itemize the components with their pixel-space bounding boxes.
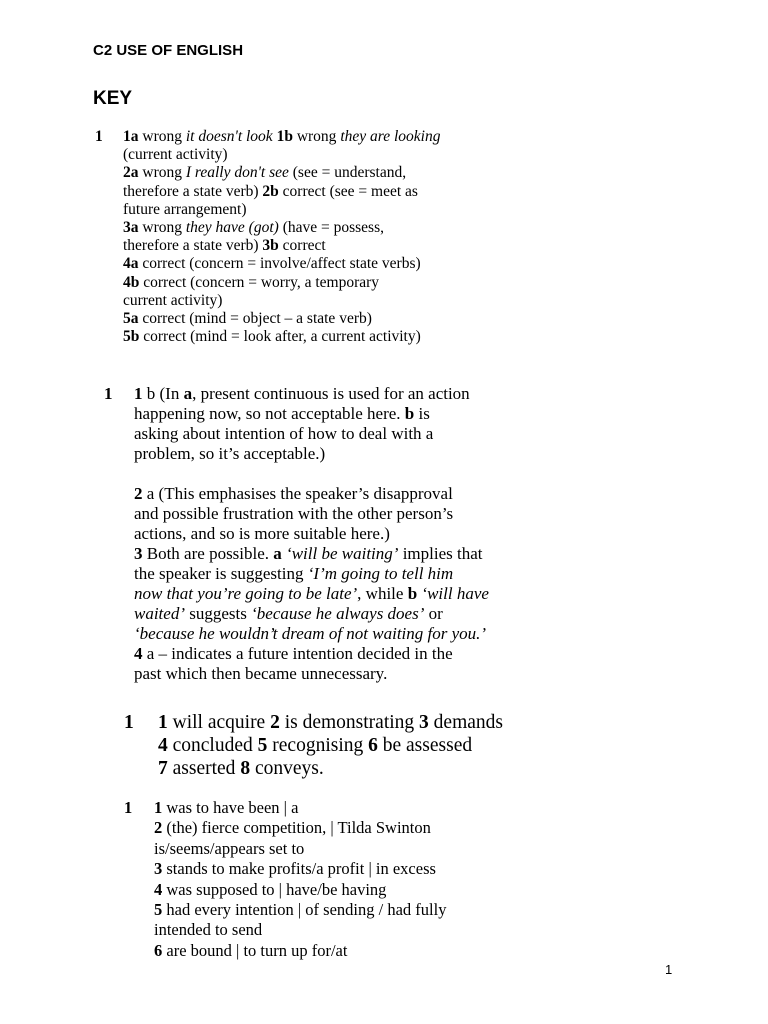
answer-text: , present continuous is used for an action <box>192 384 470 403</box>
answer-label: a <box>183 384 193 403</box>
answer-text: concluded <box>167 735 258 756</box>
answer-text: (current activity) <box>123 146 228 164</box>
answer-label: 4 <box>134 644 143 663</box>
answer-text: asking about intention of how to deal with a <box>134 424 434 443</box>
answer-line <box>134 644 489 664</box>
answer-text: wrong <box>292 128 341 145</box>
answer-label: 3 <box>134 544 143 563</box>
answer-line <box>134 424 489 444</box>
answer-label: 2 <box>154 818 163 838</box>
answer-line <box>134 484 489 504</box>
answer-text: demands <box>428 712 503 733</box>
answer-line <box>134 504 489 524</box>
answer-label: 4a <box>123 255 139 273</box>
answer-line <box>154 920 446 940</box>
answer-text: future arrangement) <box>123 200 247 218</box>
answer-text: are bound | to turn up for/at <box>162 940 348 960</box>
answer-text: correct (mind = look after, a current activity) <box>139 328 421 346</box>
answer-line <box>123 328 440 346</box>
answer-label: 4 <box>158 735 168 756</box>
answer-text: they are looking <box>340 128 441 145</box>
answer-label: 5a <box>123 310 139 328</box>
answer-text: will acquire <box>167 712 271 733</box>
answer-text: was supposed to | have/be having <box>162 879 387 899</box>
answer-text: ‘because he wouldn’t dream of not waiting for you.’ <box>134 624 487 643</box>
answer-text: (see = understand, <box>288 164 407 182</box>
answer-text: therefore a state verb) <box>123 182 263 200</box>
answer-line <box>158 734 503 757</box>
answer-text: or <box>424 604 443 623</box>
answer-text: b (In <box>142 384 184 403</box>
answer-text: ‘I’m going to tell him <box>307 564 454 583</box>
answer-line <box>134 564 489 584</box>
answer-text: asserted <box>167 758 241 779</box>
answer-line <box>123 292 440 310</box>
answer-label: 2 <box>270 712 280 733</box>
answer-label: 6 <box>368 735 378 756</box>
answer-text: was to have been | a <box>162 798 299 817</box>
answer-text: wrong <box>138 164 186 182</box>
answer-label: 5 <box>257 735 268 756</box>
answer-line <box>134 624 489 644</box>
answer-text: wrong <box>138 219 186 237</box>
section-number: 1 <box>104 384 113 403</box>
answer-text: stands to make profits/a profit | in excess <box>162 859 436 879</box>
answer-line <box>123 183 440 201</box>
answer-line <box>158 757 503 780</box>
answer-line <box>123 255 440 273</box>
answer-label: 3 <box>154 859 163 879</box>
answer-line <box>134 604 489 624</box>
answer-label: 3b <box>262 237 279 255</box>
answer-line <box>123 146 440 164</box>
answer-lines <box>123 128 440 346</box>
answer-text: they have (got) <box>185 219 279 237</box>
answer-text: be assessed <box>377 735 473 756</box>
answer-text: current activity) <box>123 291 223 309</box>
answer-line <box>154 880 446 900</box>
section-number: 1 <box>124 712 134 733</box>
answer-line <box>123 310 440 328</box>
answer-text: (the) fierce competition, | Tilda Swinton <box>162 818 431 838</box>
answer-text: happening now, so not acceptable here. <box>134 404 405 423</box>
key-heading: KEY <box>93 88 133 109</box>
answer-text: actions, and so is more suitable here.) <box>134 524 390 543</box>
answer-line <box>154 900 446 920</box>
answer-lines <box>154 798 446 961</box>
answer-lines <box>134 384 489 684</box>
page-number: 1 <box>665 962 673 977</box>
answer-text: suggests <box>185 604 252 623</box>
answer-text: waited’ <box>134 604 185 623</box>
answer-text: correct <box>278 237 326 255</box>
answer-line <box>134 544 489 564</box>
answer-line <box>123 219 440 237</box>
answer-text: therefore a state verb) <box>123 237 263 255</box>
answer-line <box>154 798 446 818</box>
answer-label: 1 <box>154 798 163 817</box>
answer-lines <box>158 711 503 780</box>
answer-text: Both are possible. <box>142 544 274 563</box>
answer-text: a – indicates a future intention decided in the <box>142 644 453 663</box>
answer-line <box>134 664 489 684</box>
answer-label: 5b <box>123 328 140 346</box>
answer-line <box>123 164 440 182</box>
answer-line <box>154 941 446 961</box>
answer-text: correct (see = meet as <box>278 182 418 200</box>
document-header: C2 USE OF ENGLISH <box>93 42 244 59</box>
answer-text: , while <box>357 584 408 603</box>
answer-label: 1 <box>134 384 143 403</box>
answer-line <box>134 584 489 604</box>
answer-line <box>123 274 440 292</box>
answer-label: 5 <box>154 900 163 920</box>
section-number: 1 <box>124 798 133 817</box>
answer-line <box>154 839 446 859</box>
answer-text: and possible frustration with the other person’s <box>134 504 454 523</box>
answer-line <box>154 818 446 838</box>
answer-text: wrong <box>138 128 186 145</box>
answer-label: 2b <box>262 182 279 200</box>
answer-line <box>154 859 446 879</box>
answer-text: had every intention | of sending / had fully <box>162 900 447 920</box>
answer-text: correct (concern = involve/affect state verbs) <box>138 255 421 273</box>
answer-label: 7 <box>158 758 168 779</box>
answer-text: problem, so it’s acceptable.) <box>134 444 326 463</box>
answer-text: ‘because he always does’ <box>251 604 425 623</box>
answer-label: 2 <box>134 484 143 503</box>
answer-label: b <box>404 404 415 423</box>
answer-line <box>158 711 503 734</box>
answer-text: correct (concern = worry, a temporary <box>139 273 380 291</box>
answer-text: (have = possess, <box>278 219 384 237</box>
answer-label: b <box>407 584 418 603</box>
answer-label: a <box>273 544 282 563</box>
answer-text: is demonstrating <box>279 712 420 733</box>
answer-text: implies that <box>398 544 483 563</box>
answer-text: a (This emphasises the speaker’s disapproval <box>142 484 453 503</box>
answer-text: recognising <box>267 735 369 756</box>
answer-label: 1a <box>123 128 139 145</box>
answer-label: 4b <box>123 273 140 291</box>
answer-label: 6 <box>154 940 163 960</box>
answer-text: conveys. <box>250 758 324 779</box>
answer-label: 1b <box>276 128 293 145</box>
answer-text: correct (mind = object – a state verb) <box>138 310 372 328</box>
answer-text: is <box>414 404 430 423</box>
answer-label: 4 <box>154 879 163 899</box>
answer-line <box>134 384 489 404</box>
answer-text: now that you’re going to be late’ <box>134 584 358 603</box>
answer-line <box>123 237 440 255</box>
answer-label: 8 <box>240 758 251 779</box>
answer-label: 3 <box>419 712 429 733</box>
answer-text: past which then became unnecessary. <box>134 664 388 683</box>
answer-text: ‘will have <box>421 584 489 603</box>
section-number: 1 <box>95 128 103 145</box>
answer-text: ‘will be waiting’ <box>286 544 399 563</box>
answer-text: the speaker is suggesting <box>134 564 308 583</box>
answer-line <box>134 444 489 464</box>
answer-line <box>134 524 489 544</box>
answer-label: 2a <box>123 164 139 182</box>
answer-text: is/seems/appears set to <box>154 838 305 858</box>
answer-line <box>123 128 440 146</box>
answer-text: intended to send <box>154 920 263 940</box>
answer-line <box>134 404 489 424</box>
answer-line <box>123 201 440 219</box>
answer-text: it doesn't look <box>185 128 273 145</box>
answer-text: I really don't see <box>185 164 289 182</box>
answer-label: 3a <box>123 219 139 237</box>
answer-label: 1 <box>158 712 168 733</box>
